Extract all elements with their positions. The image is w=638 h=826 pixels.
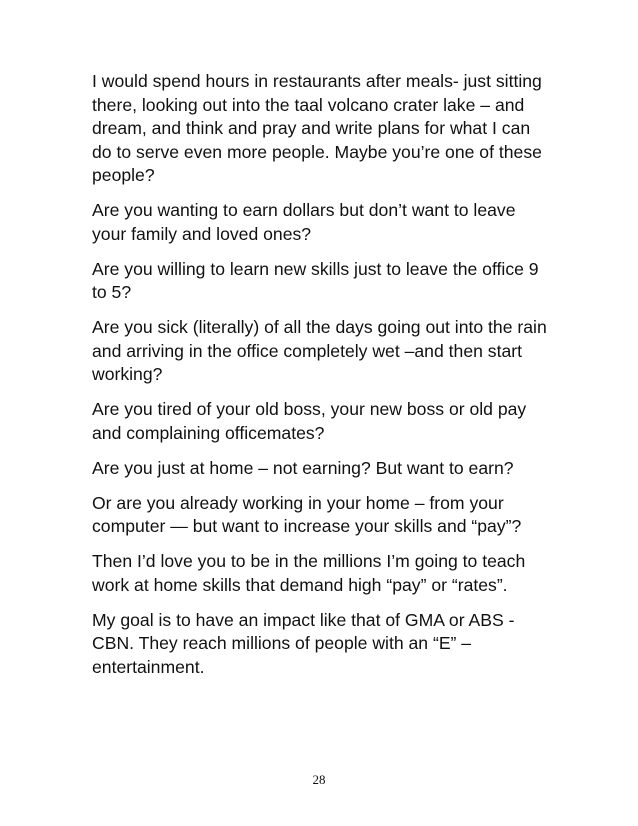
paragraph-working-home: Or are you already working in your home – from your computer — but want to increase your skills and “pay”? — [92, 492, 522, 536]
body-text — [92, 70, 552, 691]
page-number: 28 — [312, 772, 326, 787]
paragraph-goal: My goal is to have an impact like that of GMA or ABS -CBN. They reach millions of people with an “E” – entertainment. — [92, 609, 515, 677]
paragraph-earn-dollars: Are you wanting to earn dollars but don’t want to leave your family and loved ones? — [92, 200, 516, 244]
paragraph-restaurants: I would spend hours in restaurants after meals- just sitting there, looking out into the taal volcano crater lake – and dream, and think and pray and write plans for what I can do to serve even more people. Maybe you’re one of these people? — [92, 71, 542, 185]
paragraph-at-home: Are you just at home – not earning? But want to earn? — [92, 457, 514, 478]
paragraph-millions: Then I’d love you to be in the millions I’m going to teach work at home skills that demand high “pay” or “rates”. — [92, 551, 526, 595]
paragraph-old-boss: Are you tired of your old boss, your new boss or old pay and complaining officemates? — [92, 399, 527, 443]
paragraph-rain: Are you sick (literally) of all the days going out into the rain and arriving in the office completely wet –and then start working? — [92, 317, 547, 384]
paragraph-new-skills: Are you willing to learn new skills just to leave the office 9 to 5? — [92, 258, 539, 302]
